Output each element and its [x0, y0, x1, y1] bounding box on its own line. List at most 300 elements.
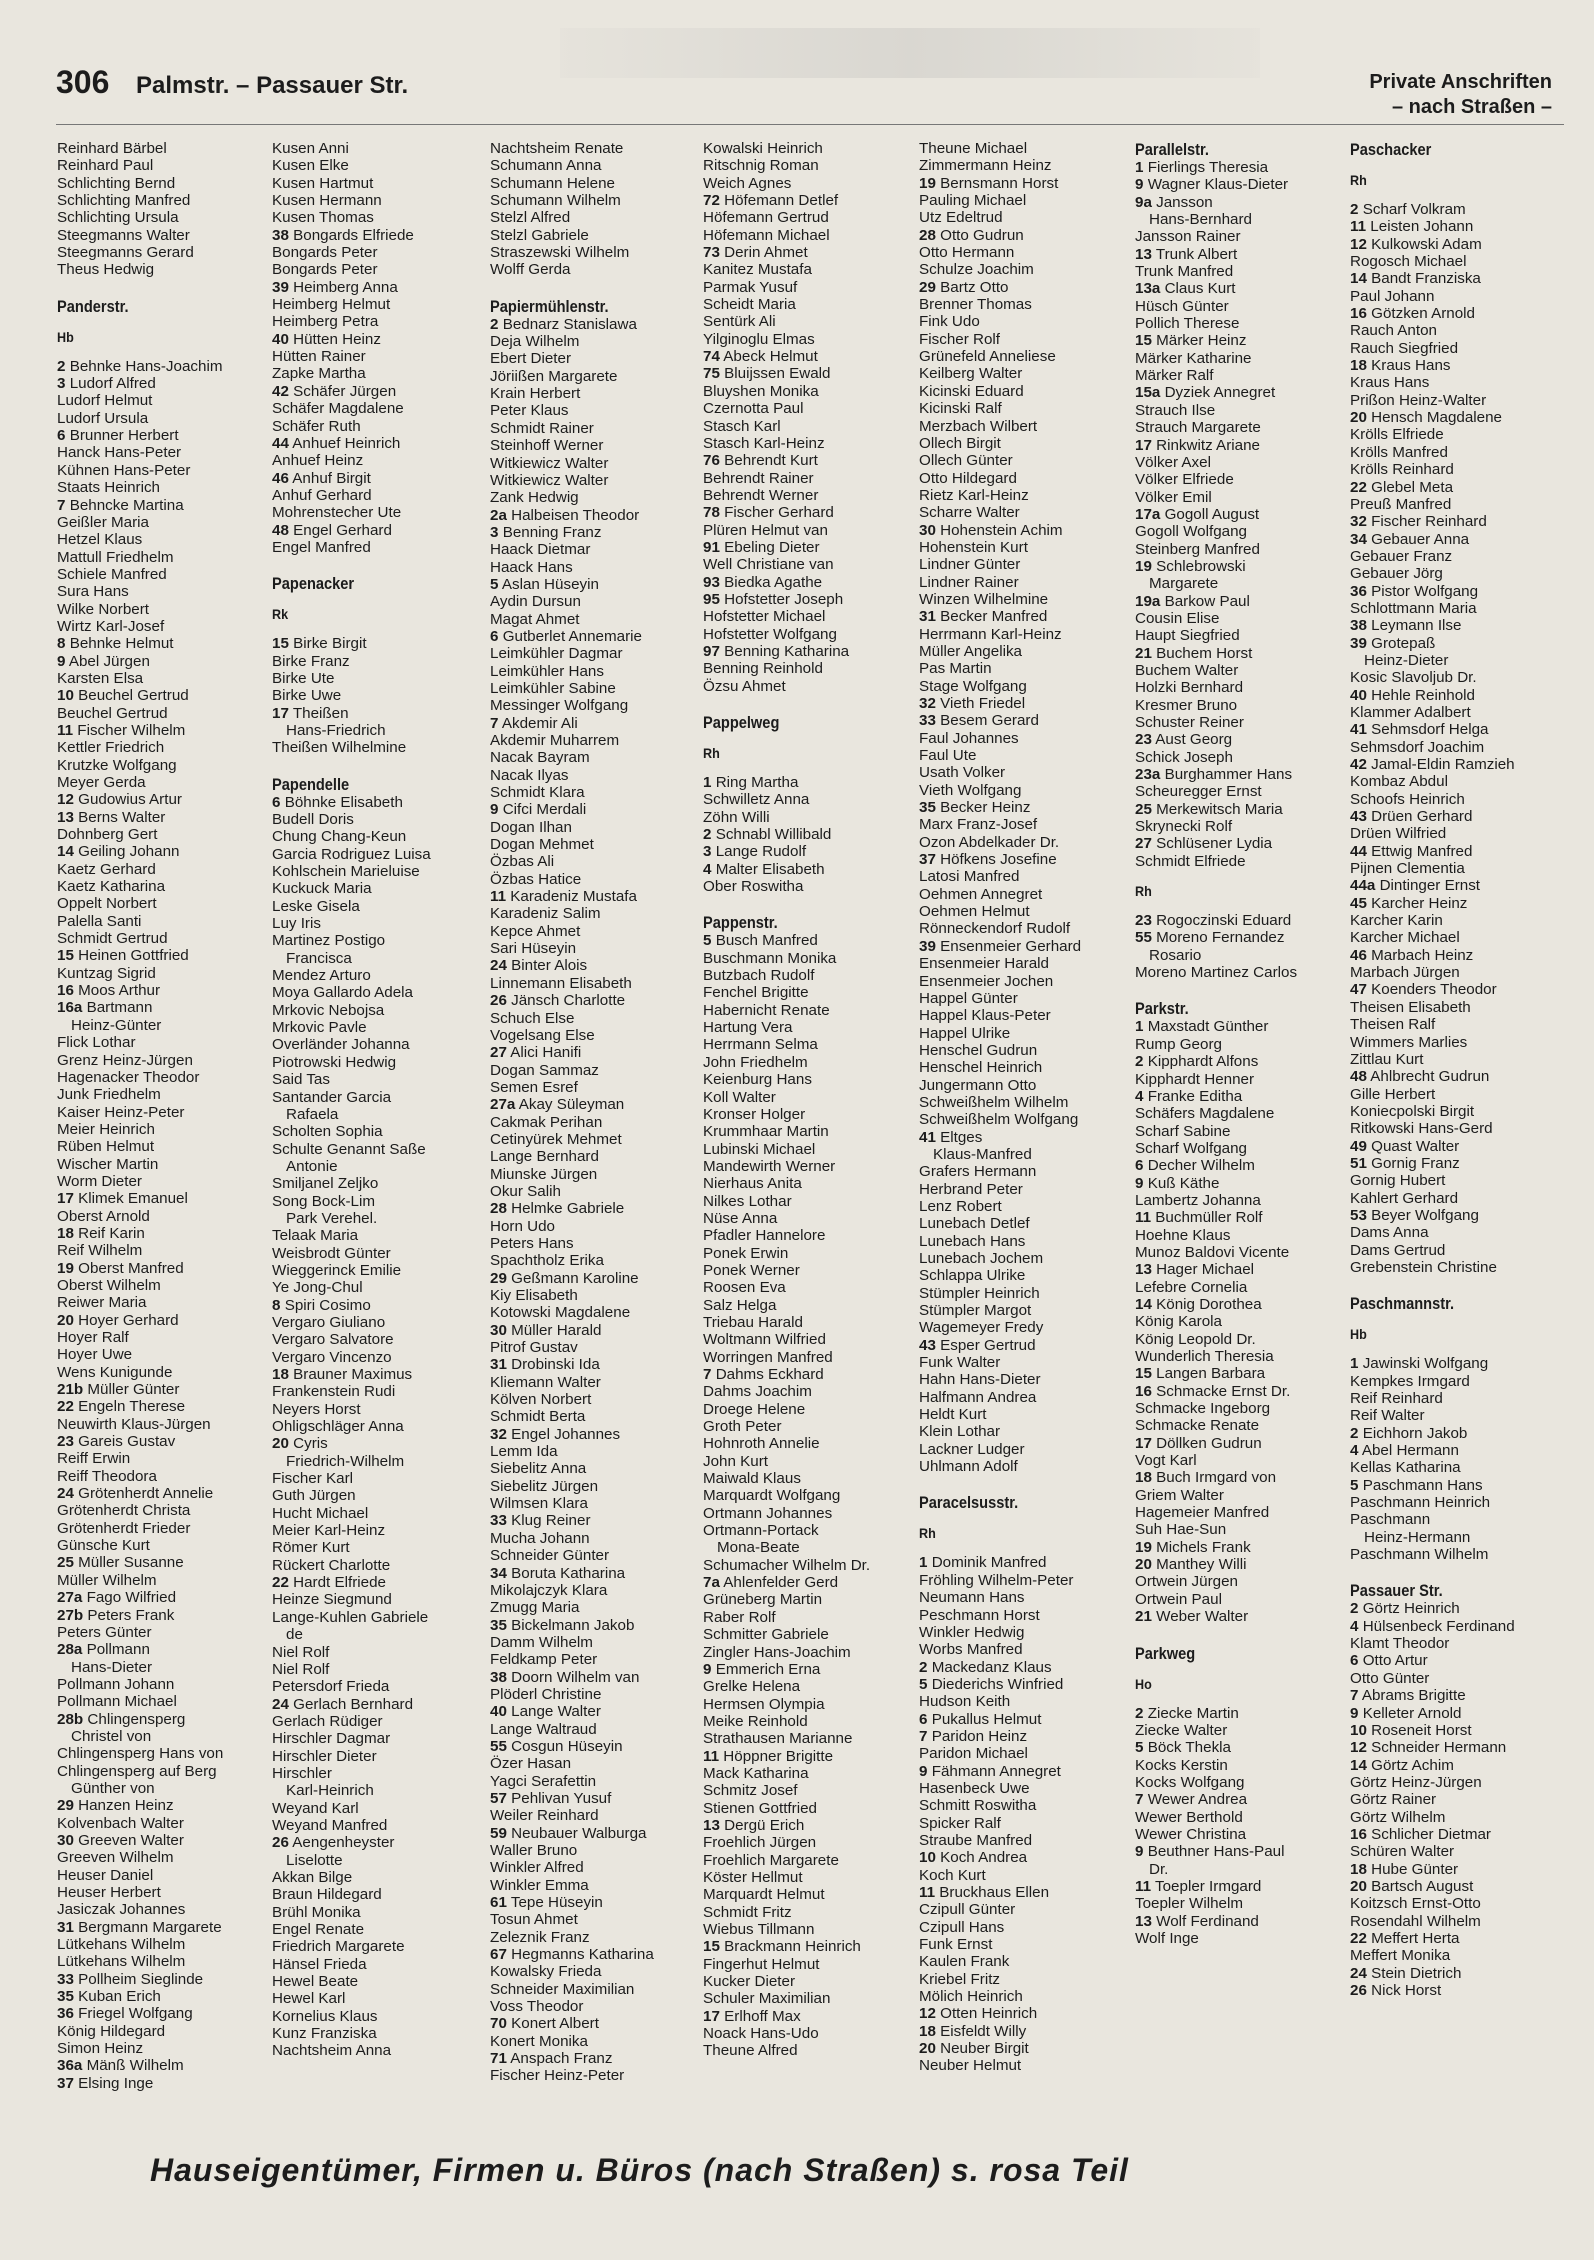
directory-entry	[57, 878, 267, 895]
directory-entry	[490, 1443, 700, 1460]
house-number: 27	[490, 1044, 507, 1062]
street-heading: Parallelstr.	[1135, 140, 1209, 159]
house-number: 41	[1350, 721, 1367, 739]
directory-entry	[1135, 1036, 1345, 1053]
directory-entry	[703, 470, 913, 487]
directory-entry	[490, 1478, 700, 1495]
resident-name: Rogosch Michael	[1350, 253, 1467, 271]
resident-name: Besem Gerard	[940, 712, 1039, 730]
resident-name: Ortwein Jürgen	[1135, 1573, 1238, 1591]
house-number: 13	[57, 808, 74, 826]
directory-entry	[1135, 1400, 1345, 1417]
resident-name: Heimberg Helmut	[272, 296, 391, 314]
resident-name: Kicinski Eduard	[919, 382, 1024, 400]
directory-entry	[490, 2033, 700, 2050]
resident-name: Gerlach Rüdiger	[272, 1712, 383, 1730]
resident-name: Heimberg Petra	[272, 313, 379, 331]
resident-name: Sentürk Ali	[703, 313, 776, 331]
house-number: 17a	[1135, 505, 1161, 523]
resident-name: John Friedhelm	[703, 1053, 808, 1071]
house-number: 3	[57, 375, 66, 393]
directory-entry	[1350, 531, 1560, 548]
resident-name: Birke Uwe	[272, 687, 342, 705]
directory-entry	[1135, 1123, 1345, 1140]
directory-entry	[272, 932, 482, 949]
resident-name: Gerlach Bernhard	[293, 1695, 414, 1713]
resident-name: Görtz Achim	[1371, 1756, 1454, 1774]
directory-entry	[703, 1852, 913, 1869]
resident-name: Heimberg Anna	[293, 278, 398, 296]
entry-continuation	[272, 950, 482, 967]
resident-name: Kuß Käthe	[1147, 1174, 1220, 1192]
street-heading: Papenacker	[272, 574, 355, 594]
directory-entry	[272, 1470, 482, 1487]
house-number: 9a	[1135, 193, 1152, 211]
resident-name: Worbs Manfred	[919, 1641, 1023, 1659]
resident-name: Frankenstein Rudi	[272, 1383, 396, 1401]
directory-entry	[1135, 1591, 1345, 1608]
resident-name: Drobinski Ida	[511, 1356, 600, 1374]
resident-name: Straszewski Wilhelm	[490, 244, 630, 262]
house-number: 4	[703, 860, 712, 878]
house-number: 47	[1350, 981, 1367, 999]
resident-name: Neuber Birgit	[940, 2040, 1029, 2058]
resident-name: Gebauer Jörg	[1350, 565, 1443, 583]
directory-entry	[1135, 332, 1345, 349]
resident-name: Lambertz Johanna	[1135, 1191, 1261, 1209]
house-number: 75	[703, 365, 720, 383]
house-number: 32	[1350, 513, 1367, 531]
directory-entry	[1350, 791, 1560, 808]
resident-name: Simon Heinz	[57, 2040, 144, 2058]
directory-entry	[1135, 1452, 1345, 1469]
directory-entry	[1350, 1442, 1560, 1459]
resident-name: Wewer Andrea	[1147, 1791, 1248, 1809]
directory-entry	[919, 140, 1129, 157]
directory-entry	[919, 1971, 1129, 1988]
house-number: 24	[1350, 1964, 1367, 1982]
resident-name: Fago Wilfried	[86, 1589, 177, 1607]
directory-entry	[272, 504, 482, 521]
directory-entry	[57, 1346, 267, 1363]
directory-entry	[57, 965, 267, 982]
resident-name: Derin Ahmet	[724, 244, 808, 262]
resident-name: Akay Süleyman	[518, 1096, 625, 1114]
directory-entry	[57, 1849, 267, 1866]
directory-entry	[703, 1644, 913, 1661]
resident-name: Grüneberg Martin	[703, 1591, 823, 1609]
resident-name: Jöriißen Margarete	[490, 367, 618, 385]
directory-entry	[919, 1693, 1129, 1710]
resident-name: Schmidt Elfriede	[1135, 852, 1246, 870]
directory-entry	[1350, 1757, 1560, 1774]
directory-entry	[919, 799, 1129, 816]
directory-entry	[703, 626, 913, 643]
house-number: 23	[1135, 912, 1152, 930]
resident-name: Hensch Magdalene	[1371, 409, 1503, 427]
resident-name: Dyziek Annegret	[1164, 384, 1276, 402]
directory-entry	[1350, 1791, 1560, 1808]
resident-name: Heinz-Hermann	[1364, 1528, 1471, 1546]
resident-name: Happel Ulrike	[919, 1024, 1011, 1042]
resident-name: Hüsch Günter	[1135, 297, 1229, 315]
directory-entry	[490, 261, 700, 278]
house-number: 14	[1350, 270, 1367, 288]
section-label-line2: – nach Straßen –	[1391, 96, 1552, 118]
directory-entry	[57, 1554, 267, 1571]
resident-name: Zank Hedwig	[490, 489, 579, 507]
house-number: 2	[490, 315, 499, 333]
resident-name: Scheuregger Ernst	[1135, 783, 1262, 801]
section-label-line1: Private Anschriften	[1369, 71, 1552, 93]
resident-name: Reiff Theodora	[57, 1467, 157, 1485]
resident-name: Scharf Sabine	[1135, 1122, 1231, 1140]
directory-entry	[703, 2025, 913, 2042]
house-number: 10	[57, 687, 74, 705]
resident-name: Schlebrowski	[1156, 557, 1246, 575]
resident-name: Schlicher Dietmar	[1371, 1825, 1491, 1843]
resident-name: Engel Manfred	[272, 538, 371, 556]
resident-name: Alici Hanifi	[510, 1044, 582, 1062]
directory-entry	[1350, 635, 1560, 652]
resident-name: Behnke Hans-Joachim	[69, 357, 223, 375]
directory-entry	[490, 2067, 700, 2084]
resident-name: Özsu Ahmet	[703, 677, 786, 695]
page-range-title: Palmstr. – Passauer Str.	[136, 72, 409, 99]
directory-entry	[57, 1156, 267, 1173]
resident-name: Lange Waltraud	[490, 1720, 597, 1738]
directory-entry	[57, 410, 267, 427]
resident-name: Müller Wilhelm	[57, 1571, 157, 1589]
header-rule	[56, 124, 1564, 125]
resident-name: Kulkowski Adam	[1371, 235, 1482, 253]
directory-entry	[1135, 1209, 1345, 1226]
resident-name: Grötenherdt Frieder	[57, 1519, 191, 1537]
directory-entry	[57, 601, 267, 618]
directory-entry	[57, 549, 267, 566]
directory-entry	[1135, 1608, 1345, 1625]
directory-entry	[57, 913, 267, 930]
resident-name: Müller Harald	[511, 1321, 602, 1339]
directory-entry	[490, 1721, 700, 1738]
resident-name: Akdemir Muharrem	[490, 732, 620, 749]
resident-name: Glebel Meta	[1371, 478, 1454, 496]
resident-name: Cifci Merdali	[502, 801, 587, 819]
house-number: 73	[703, 244, 720, 262]
directory-entry	[490, 227, 700, 244]
directory-entry	[57, 1971, 267, 1988]
directory-entry	[272, 1800, 482, 1817]
resident-name: Kraus Hans	[1350, 374, 1430, 392]
resident-name: Bongards Peter	[272, 261, 378, 279]
entry-continuation	[272, 1453, 482, 1470]
directory-entry	[1135, 1722, 1345, 1739]
house-number: 2	[57, 357, 66, 375]
resident-name: Geßmann Karoline	[511, 1269, 639, 1287]
directory-entry	[919, 1849, 1129, 1866]
resident-name: Vergaro Salvatore	[272, 1331, 394, 1349]
resident-name: Chlingensperg Hans von	[57, 1745, 224, 1763]
house-number: 91	[703, 538, 720, 556]
resident-name: Schick Joseph	[1135, 748, 1233, 766]
resident-name: Claus Kurt	[1164, 280, 1236, 298]
resident-name: Paridon Michael	[919, 1745, 1028, 1763]
directory-entry	[57, 1502, 267, 1519]
resident-name: Grebenstein Christine	[1350, 1258, 1497, 1276]
entry-continuation	[1350, 652, 1560, 669]
directory-entry	[703, 1158, 913, 1175]
resident-name: Kaetz Gerhard	[57, 860, 156, 878]
directory-entry	[703, 383, 913, 400]
directory-entry	[272, 1401, 482, 1418]
resident-name: Elsing Inge	[78, 2074, 154, 2092]
resident-name: Neuwirth Klaus-Jürgen	[57, 1415, 211, 1433]
directory-entry	[490, 1807, 700, 1824]
directory-entry	[919, 487, 1129, 504]
directory-entry	[57, 1676, 267, 1693]
directory-entry	[272, 1071, 482, 1088]
resident-name: Vieth Wolfgang	[919, 781, 1022, 799]
resident-name: Paschmann	[1350, 1511, 1431, 1529]
directory-entry	[490, 541, 700, 558]
directory-entry	[919, 747, 1129, 764]
resident-name: Rosario	[1149, 946, 1202, 964]
resident-name: Jamal-Eldin Ramzieh	[1371, 756, 1515, 773]
directory-entry	[272, 1314, 482, 1331]
house-number: 18	[1350, 1860, 1367, 1878]
directory-entry	[272, 1696, 482, 1713]
resident-name: Mikolajczyk Klara	[490, 1581, 608, 1599]
directory-entry	[57, 982, 267, 999]
resident-name: Koch Andrea	[940, 1849, 1028, 1867]
resident-name: Völker Elfriede	[1135, 471, 1234, 489]
directory-entry	[272, 1973, 482, 1990]
resident-name: Gareis Gustav	[78, 1433, 176, 1451]
directory-entry	[490, 1131, 700, 1148]
resident-name: Stümpler Heinrich	[919, 1284, 1040, 1302]
house-number: 31	[57, 1918, 74, 1936]
directory-entry	[1350, 1207, 1560, 1224]
resident-name: Moreno Fernandez	[1156, 929, 1285, 947]
directory-entry	[57, 1104, 267, 1121]
resident-name: Müller Angelika	[919, 642, 1022, 660]
resident-name: Otto Gudrun	[940, 226, 1024, 244]
resident-name: Hehle Reinhold	[1371, 686, 1475, 704]
resident-name: Schumann Wilhelm	[490, 192, 621, 210]
resident-name: Zimmermann Heinz	[919, 157, 1052, 175]
directory-entry	[57, 375, 267, 392]
resident-name: Kaiser Heinz-Peter	[57, 1103, 185, 1121]
directory-entry	[57, 427, 267, 444]
directory-entry	[57, 2023, 267, 2040]
resident-name: Reif Walter	[1350, 1407, 1425, 1425]
resident-name: Koniecpolski Birgit	[1350, 1102, 1475, 1120]
directory-entry	[919, 903, 1129, 920]
directory-entry	[703, 1748, 913, 1765]
resident-name: Krölls Elfriede	[1350, 426, 1444, 444]
directory-entry	[919, 331, 1129, 348]
directory-entry	[1135, 263, 1345, 280]
directory-entry	[490, 1079, 700, 1096]
resident-name: Karl-Heinrich	[286, 1782, 374, 1800]
resident-name: Benning Katharina	[724, 642, 850, 660]
directory-entry	[1350, 270, 1560, 287]
house-number: 46	[272, 469, 289, 487]
house-number: 12	[1350, 1739, 1367, 1757]
directory-entry	[490, 940, 700, 957]
resident-name: Anhuf Gerhard	[272, 486, 372, 504]
house-number: 11	[490, 888, 507, 906]
directory-entry	[490, 1911, 700, 1928]
directory-entry	[1350, 756, 1560, 773]
house-number: 70	[490, 2015, 507, 2033]
directory-entry	[490, 853, 700, 870]
directory-entry	[1350, 1068, 1560, 1085]
directory-entry	[919, 1250, 1129, 1267]
resident-name: Toepler Wilhelm	[1135, 1895, 1244, 1913]
resident-name: Peters Günter	[57, 1623, 152, 1641]
resident-name: Stümpler Margot	[919, 1302, 1032, 1320]
resident-name: Kusen Elke	[272, 157, 349, 175]
directory-entry	[703, 1678, 913, 1695]
resident-name: Grenz Heinz-Jürgen	[57, 1051, 193, 1069]
directory-entry	[272, 1938, 482, 1955]
house-number: 41	[919, 1128, 936, 1146]
directory-entry	[919, 1319, 1129, 1336]
resident-name: Weyand Manfred	[272, 1816, 388, 1834]
directory-entry	[919, 2057, 1129, 2074]
street-heading: Parkstr.	[1135, 999, 1189, 1019]
house-number: 36a	[57, 2057, 83, 2075]
directory-entry	[919, 1624, 1129, 1641]
directory-entry	[490, 923, 700, 940]
directory-entry	[57, 1953, 267, 1970]
resident-name: Kelleter Arnold	[1362, 1704, 1462, 1722]
directory-entry	[919, 1988, 1129, 2005]
directory-entry	[1350, 843, 1560, 860]
resident-name: Neubauer Walburga	[511, 1824, 647, 1842]
directory-entry	[1135, 593, 1345, 610]
directory-entry	[490, 437, 700, 454]
house-number: 49	[1350, 1137, 1367, 1155]
resident-name: Marx Franz-Josef	[919, 816, 1038, 834]
house-number: 26	[490, 992, 507, 1010]
resident-name: Binter Alois	[511, 957, 588, 975]
resident-name: Schmidt Klara	[490, 784, 585, 802]
directory-entry	[1350, 1618, 1560, 1635]
directory-entry	[1135, 697, 1345, 714]
resident-name: Buchem Horst	[1156, 644, 1253, 662]
directory-entry	[1350, 739, 1560, 756]
resident-name: Cyris	[293, 1435, 328, 1453]
directory-entry	[1350, 1477, 1560, 1494]
resident-name: Marquardt Wolfgang	[703, 1487, 841, 1505]
resident-name: Otto Hildegard	[919, 469, 1017, 487]
house-number: 43	[1350, 808, 1367, 826]
directory-entry	[703, 1574, 913, 1591]
house-number: 20	[1350, 409, 1367, 427]
resident-name: Jawinski Wolfgang	[1362, 1355, 1489, 1373]
directory-entry	[919, 886, 1129, 903]
directory-entry	[272, 1609, 482, 1626]
resident-name: Paschmann Wilhelm	[1350, 1546, 1489, 1564]
resident-name: Ludorf Alfred	[69, 375, 156, 393]
directory-entry	[1135, 1140, 1345, 1157]
house-number: 39	[919, 937, 936, 955]
house-number: 21b	[57, 1381, 84, 1399]
directory-entry	[703, 774, 913, 791]
resident-name: Rietz Karl-Heinz	[919, 486, 1029, 504]
directory-entry	[919, 1285, 1129, 1302]
directory-entry	[703, 1557, 913, 1574]
resident-name: Oberst Manfred	[78, 1259, 184, 1277]
resident-name: Ollech Birgit	[919, 434, 1001, 452]
directory-entry	[919, 209, 1129, 226]
house-number: 1	[703, 774, 712, 791]
house-number: 12	[1350, 235, 1367, 253]
resident-name: Schmidt Fritz	[703, 1903, 792, 1921]
directory-entry	[1350, 669, 1560, 686]
directory-entry	[919, 1389, 1129, 1406]
directory-entry	[1350, 929, 1560, 946]
resident-name: Mrkovic Nebojsa	[272, 1001, 385, 1019]
resident-name: Ortwein Paul	[1135, 1590, 1222, 1608]
column-3	[490, 140, 700, 2085]
directory-entry	[490, 368, 700, 385]
resident-name: Rump Georg	[1135, 1035, 1222, 1053]
resident-name: Buschmann Monika	[703, 949, 837, 967]
resident-name: Wilke Norbert	[57, 600, 149, 618]
directory-entry	[57, 479, 267, 496]
directory-entry	[490, 1148, 700, 1165]
directory-entry	[703, 809, 913, 826]
house-number: 4	[1350, 1617, 1359, 1635]
directory-entry	[1135, 280, 1345, 297]
directory-entry	[1135, 1469, 1345, 1486]
directory-entry	[703, 1036, 913, 1053]
directory-entry	[703, 209, 913, 226]
resident-name: Höppner Brigitte	[723, 1747, 834, 1765]
house-number: 9	[1350, 1704, 1359, 1722]
resident-name: Anhuef Heinz	[272, 452, 364, 470]
directory-entry	[1350, 1670, 1560, 1687]
directory-entry	[1350, 1635, 1560, 1652]
directory-entry	[272, 175, 482, 192]
directory-entry	[490, 680, 700, 697]
directory-entry	[57, 2075, 267, 2092]
directory-entry	[703, 1626, 913, 1643]
resident-name: Griem Walter	[1135, 1486, 1224, 1504]
resident-name: Peters Hans	[490, 1234, 574, 1252]
directory-entry	[57, 722, 267, 739]
resident-name: Müller Günter	[87, 1381, 180, 1399]
directory-entry	[703, 1973, 913, 1990]
resident-name: Zingler Hans-Joachim	[703, 1643, 851, 1661]
directory-entry	[272, 1644, 482, 1661]
resident-name: Czipull Günter	[919, 1901, 1016, 1919]
resident-name: Czipull Hans	[919, 1918, 1005, 1936]
directory-entry	[919, 1181, 1129, 1198]
resident-name: Henschel Heinrich	[919, 1059, 1043, 1077]
directory-entry	[1350, 1878, 1560, 1895]
resident-name: Kuntzag Sigrid	[57, 964, 156, 982]
resident-name: Paridon Heinz	[931, 1727, 1028, 1745]
directory-entry	[272, 984, 482, 1001]
directory-entry	[57, 1711, 267, 1728]
resident-name: Lindner Rainer	[919, 573, 1019, 591]
directory-entry	[919, 1059, 1129, 1076]
house-number: 2	[1350, 1424, 1359, 1442]
